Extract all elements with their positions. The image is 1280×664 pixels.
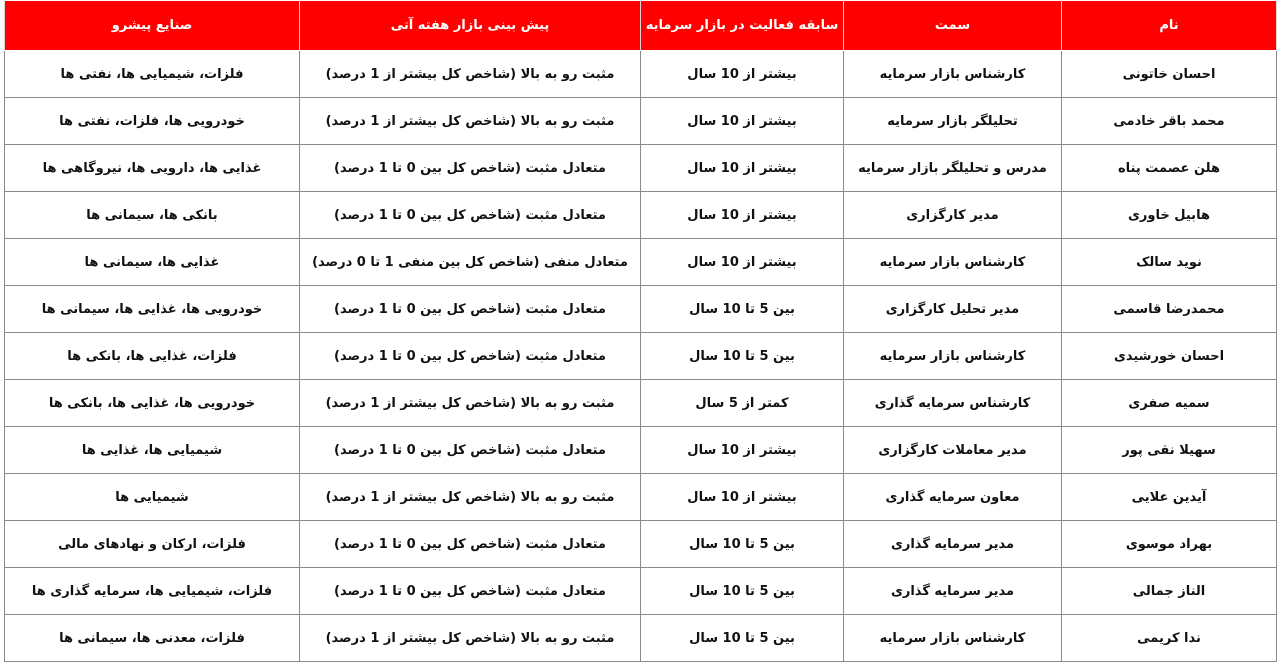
cell-role: مدیر سرمایه گذاری [844,568,1062,615]
cell-forecast: متعادل مثبت (شاخص کل بین 0 تا 1 درصد) [300,568,641,615]
analyst-forecast-table [4,0,1277,662]
cell-industries: خودرویی ها، غذایی ها، سیمانی ها [5,286,300,333]
cell-experience: بیشتر از 10 سال [641,474,844,521]
cell-forecast: مثبت رو به بالا (شاخص کل بیشتر از 1 درصد) [300,51,641,98]
cell-forecast: متعادل مثبت (شاخص کل بین 0 تا 1 درصد) [300,286,641,333]
cell-experience: بین 5 تا 10 سال [641,615,844,662]
table-row [5,427,1277,474]
cell-name: سهیلا نقی پور [1062,427,1277,474]
table-row [5,380,1277,427]
header-role: سمت [844,1,1062,51]
cell-name: بهراد موسوی [1062,521,1277,568]
cell-experience: بیشتر از 10 سال [641,239,844,286]
cell-industries: بانکی ها، سیمانی ها [5,192,300,239]
cell-industries: خودرویی ها، غذایی ها، بانکی ها [5,380,300,427]
cell-name: احسان خورشیدی [1062,333,1277,380]
cell-experience: بیشتر از 10 سال [641,145,844,192]
table-row [5,333,1277,380]
cell-experience: بین 5 تا 10 سال [641,521,844,568]
cell-role: کارشناس بازار سرمایه [844,239,1062,286]
table-row [5,521,1277,568]
cell-industries: فلزات، شیمیایی ها، سرمایه گذاری ها [5,568,300,615]
cell-experience: بین 5 تا 10 سال [641,286,844,333]
cell-industries: شیمیایی ها، غذایی ها [5,427,300,474]
cell-role: مدرس و تحلیلگر بازار سرمایه [844,145,1062,192]
cell-name: هابیل خاوری [1062,192,1277,239]
cell-role: تحلیلگر بازار سرمایه [844,98,1062,145]
cell-forecast: متعادل مثبت (شاخص کل بین 0 تا 1 درصد) [300,145,641,192]
cell-experience: بیشتر از 10 سال [641,192,844,239]
cell-industries: غذایی ها، دارویی ها، نیروگاهی ها [5,145,300,192]
cell-forecast: متعادل مثبت (شاخص کل بین 0 تا 1 درصد) [300,427,641,474]
cell-name: نوید سالک [1062,239,1277,286]
cell-experience: بیشتر از 10 سال [641,427,844,474]
cell-name: سمیه صفری [1062,380,1277,427]
cell-experience: بین 5 تا 10 سال [641,568,844,615]
header-forecast: پیش بینی بازار هفته آتی [300,1,641,51]
cell-role: معاون سرمایه گذاری [844,474,1062,521]
table-row [5,286,1277,333]
cell-experience: بیشتر از 10 سال [641,51,844,98]
cell-forecast: متعادل مثبت (شاخص کل بین 0 تا 1 درصد) [300,521,641,568]
cell-experience: بیشتر از 10 سال [641,98,844,145]
cell-forecast: مثبت رو به بالا (شاخص کل بیشتر از 1 درصد) [300,474,641,521]
cell-name: ندا کریمی [1062,615,1277,662]
cell-name: محمد باقر خادمی [1062,98,1277,145]
table-header [5,1,1277,51]
cell-role: کارشناس بازار سرمایه [844,615,1062,662]
table-row [5,568,1277,615]
cell-industries: فلزات، غذایی ها، بانکی ها [5,333,300,380]
cell-name: هلن عصمت پناه [1062,145,1277,192]
cell-name: آیدین علایی [1062,474,1277,521]
cell-role: کارشناس بازار سرمایه [844,51,1062,98]
analyst-forecast-table-container [4,0,1276,660]
cell-name: الناز جمالی [1062,568,1277,615]
table-row [5,474,1277,521]
cell-industries: فلزات، شیمیایی ها، نفتی ها [5,51,300,98]
table-row [5,192,1277,239]
header-name: نام [1062,1,1277,51]
cell-industries: غذایی ها، سیمانی ها [5,239,300,286]
cell-name: محمدرضا قاسمی [1062,286,1277,333]
cell-role: مدیر تحلیل کارگزاری [844,286,1062,333]
cell-role: مدیر کارگزاری [844,192,1062,239]
cell-forecast: مثبت رو به بالا (شاخص کل بیشتر از 1 درصد) [300,615,641,662]
cell-forecast: متعادل منفی (شاخص کل بین منفی 1 تا 0 درصد) [300,239,641,286]
table-row [5,98,1277,145]
cell-industries: شیمیایی ها [5,474,300,521]
table-body [5,51,1277,662]
table-row [5,615,1277,662]
cell-experience: کمتر از 5 سال [641,380,844,427]
cell-forecast: مثبت رو به بالا (شاخص کل بیشتر از 1 درصد) [300,380,641,427]
cell-role: مدیر سرمایه گذاری [844,521,1062,568]
cell-name: احسان خاتونی [1062,51,1277,98]
cell-role: کارشناس سرمایه گذاری [844,380,1062,427]
cell-industries: خودرویی ها، فلزات، نفتی ها [5,98,300,145]
table-row [5,51,1277,98]
table-row [5,145,1277,192]
header-industries: صنایع پیشرو [5,1,300,51]
cell-forecast: متعادل مثبت (شاخص کل بین 0 تا 1 درصد) [300,192,641,239]
cell-industries: فلزات، ارکان و نهادهای مالی [5,521,300,568]
header-row [5,1,1277,51]
cell-industries: فلزات، معدنی ها، سیمانی ها [5,615,300,662]
table-row [5,239,1277,286]
header-experience: سابقه فعالیت در بازار سرمایه [641,1,844,51]
cell-experience: بین 5 تا 10 سال [641,333,844,380]
cell-role: مدیر معاملات کارگزاری [844,427,1062,474]
cell-forecast: متعادل مثبت (شاخص کل بین 0 تا 1 درصد) [300,333,641,380]
cell-role: کارشناس بازار سرمایه [844,333,1062,380]
cell-forecast: مثبت رو به بالا (شاخص کل بیشتر از 1 درصد) [300,98,641,145]
